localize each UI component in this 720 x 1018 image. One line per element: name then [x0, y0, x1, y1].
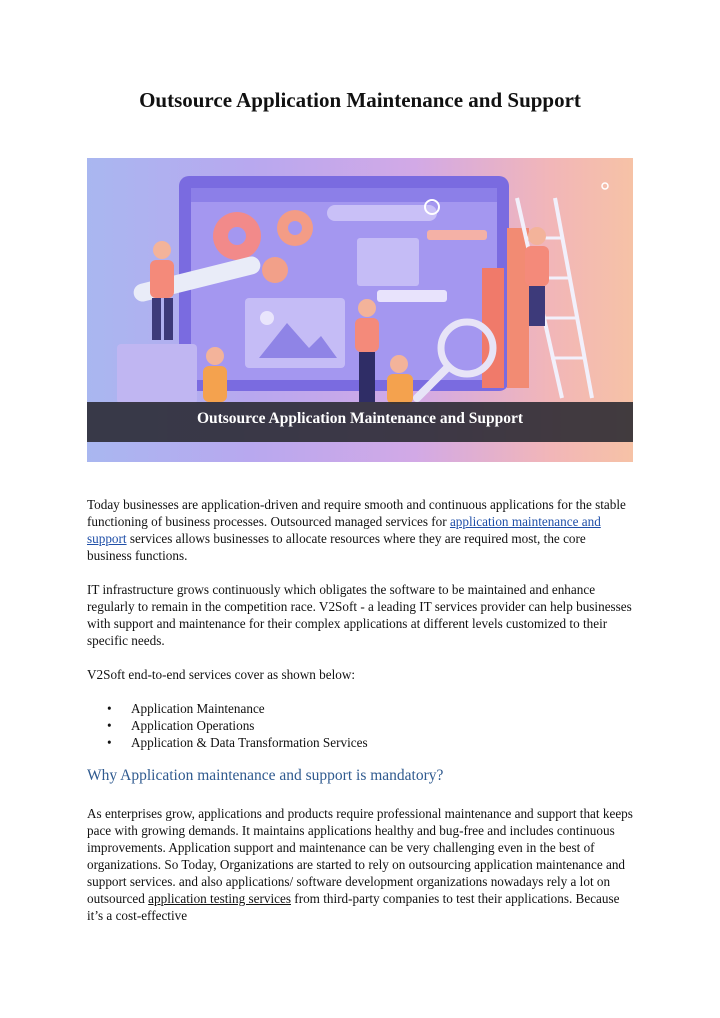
section-heading: Why Application maintenance and support is mandatory? [87, 767, 444, 784]
decor-circle [602, 183, 608, 189]
paragraph-intro: Today businesses are application-driven and require smooth and continuous applications for the stable functioning of business processes. Outsourced managed services for application maintenance and support services allows businesses to allocate resources where they are required most, the core business functions. [87, 497, 626, 563]
pedestal [117, 344, 197, 404]
article-body [87, 496, 633, 941]
gear-icon [262, 257, 288, 283]
person-left [150, 241, 174, 340]
list-item: • Application & Data Transformation Services [131, 734, 633, 751]
person-bottom-left [203, 347, 227, 402]
page-title: Outsource Application Maintenance and Support [139, 88, 581, 112]
services-list [87, 700, 633, 751]
list-item: • Application Operations [131, 717, 633, 734]
paragraph-services-intro: V2Soft end-to-end services cover as shown below: [87, 667, 356, 682]
list-item: • Application Maintenance [131, 700, 633, 717]
gear-hole [228, 227, 246, 245]
hero-illustration [87, 158, 633, 462]
screen-card-line [377, 290, 447, 302]
image-sun [260, 311, 274, 325]
screen-search-bar [327, 205, 437, 221]
screen-card [357, 238, 419, 286]
gear-hole [288, 221, 302, 235]
application-maintenance-link[interactable]: application maintenance and support [87, 514, 601, 546]
ladder-rail [555, 198, 592, 398]
hero-banner-text: Outsource Application Maintenance and Support [196, 410, 524, 427]
paragraph-infrastructure: IT infrastructure grows continuously which obligates the software to be maintained and enhance regularly to remain in the competition race. V2Soft - a leading IT services provider can help businesses with support and maintenance for their complex applications at different levels customized to their specific needs. [87, 582, 632, 648]
screen-topbar [191, 188, 497, 202]
application-testing-link[interactable]: application testing services [148, 891, 291, 906]
screen-card-line [427, 230, 487, 240]
paragraph-enterprises: As enterprises grow, applications and products require professional maintenance and support that keeps pace with growing demands. It maintains applications healthy and bug-free and includes continuous improvements. Application support and maintenance can be very challenging even in the best of organizations. So Today, Organizations are started to rely on outsourcing application maintenance and support services. and also applications/ software development organizations nowadays rely a lot on outsourced application testing services from third-party companies to test their applications. Because it’s a cost-effective [87, 806, 633, 923]
